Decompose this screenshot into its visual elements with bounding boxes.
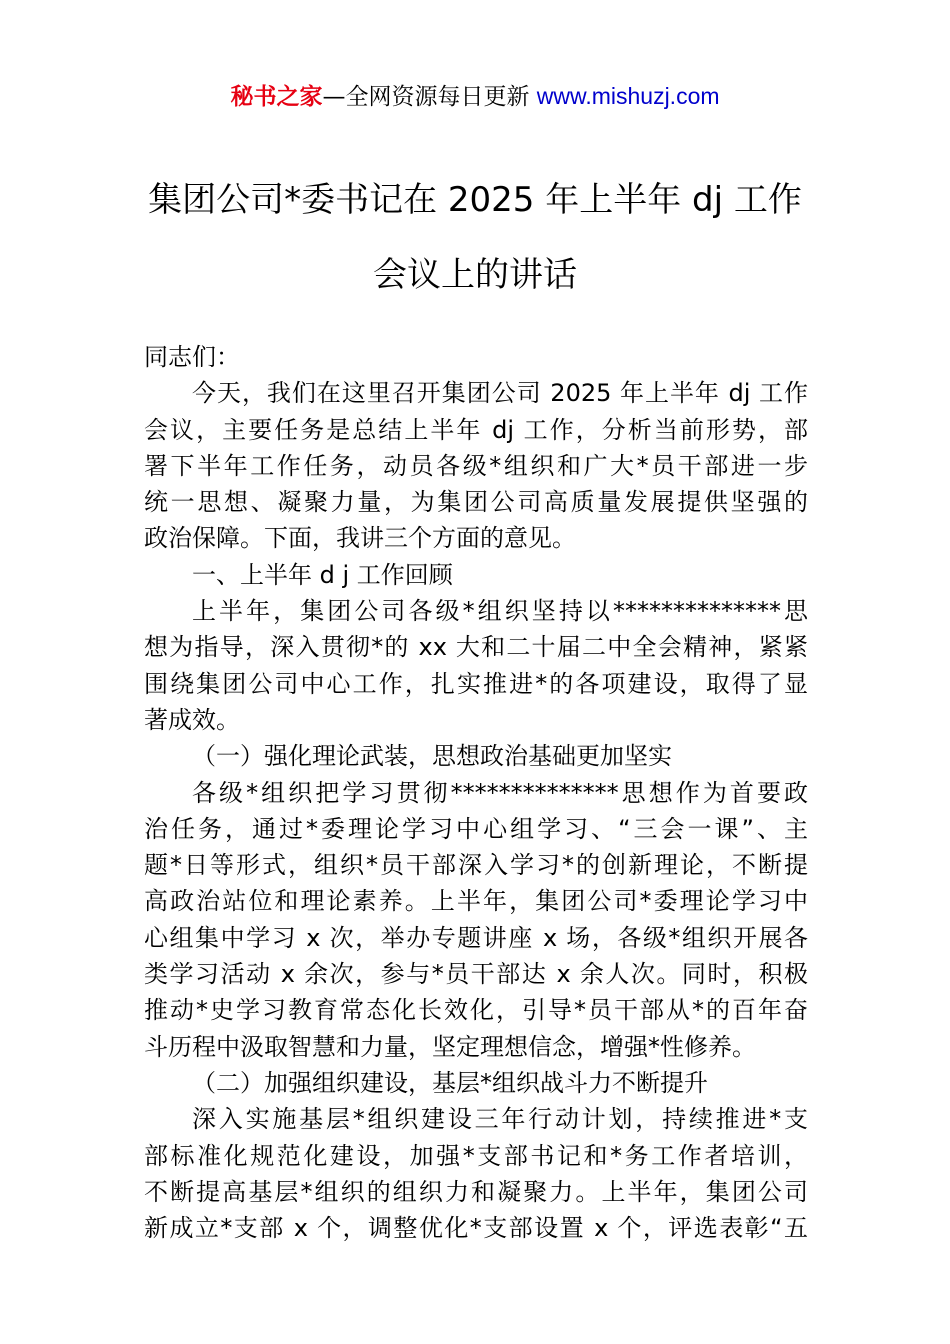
header-tagline: —全网资源每日更新	[322, 84, 537, 110]
body-line: 政治保障。下面，我讲三个方面的意见。	[144, 524, 576, 553]
body-line: 各级*组织把学习贯彻**************思想作为首要政	[192, 778, 808, 807]
body-line: 斗历程中汲取智慧和力量，坚定理想信念，增强*性修养。	[144, 1032, 756, 1061]
body-line: 统一思想、凝聚力量，为集团公司高质量发展提供坚强的	[144, 488, 808, 517]
body-line: 治任务，通过*委理论学习中心组学习、“三会一课”、主	[144, 814, 808, 843]
body-line: 高政治站位和理论素养。上半年，集团公司*委理论学习中	[144, 887, 808, 916]
body-line: 部标准化规范化建设，加强*支部书记和*务工作者培训，	[144, 1141, 808, 1170]
body-line: 围绕集团公司中心工作，扎实推进*的各项建设，取得了显	[144, 669, 808, 698]
title-line-2: 会议上的讲话	[373, 255, 577, 295]
body-line: 深入实施基层*组织建设三年行动计划，持续推进*支	[192, 1105, 808, 1134]
body-line: 推动*史学习教育常态化长效化，引导*员干部从*的百年奋	[144, 996, 808, 1025]
speech-body	[144, 339, 808, 1246]
body-line: 想为指导，深入贯彻*的 xx 大和二十届二中全会精神，紧紧	[144, 633, 808, 662]
body-line: 会议，主要任务是总结上半年 dj 工作，分析当前形势，部	[144, 415, 808, 444]
site-header	[0, 80, 950, 113]
site-url-link[interactable]: www.mishuzj.com	[536, 83, 720, 109]
body-line: 新成立*支部 x 个，调整优化*支部设置 x 个，评选表彰“五	[144, 1214, 808, 1243]
body-line: 不断提高基层*组织的组织力和凝聚力。上半年，集团公司	[144, 1177, 808, 1206]
body-line: 署下半年工作任务，动员各级*组织和广大*员干部进一步	[144, 451, 808, 480]
body-line: 题*日等形式，组织*员干部深入学习*的创新理论，不断提	[144, 851, 808, 880]
subsection-heading-2: （二）加强组织建设，基层*组织战斗力不断提升	[192, 1068, 708, 1097]
body-line: 今天，我们在这里召开集团公司 2025 年上半年 dj 工作	[192, 379, 808, 408]
title-line-1: 集团公司*委书记在 2025 年上半年 dj 工作	[148, 180, 802, 220]
body-line: 著成效。	[144, 705, 240, 734]
brand-name: 秘书之家	[230, 84, 323, 110]
body-line: 心组集中学习 x 次，举办专题讲座 x 场，各级*组织开展各	[144, 923, 808, 952]
salutation: 同志们：	[144, 343, 240, 371]
body-line: 类学习活动 x 余次，参与*员干部达 x 余人次。同时，积极	[144, 960, 808, 989]
subsection-heading-1: （一）强化理论武装，思想政治基础更加坚实	[192, 742, 672, 771]
body-line: 上半年，集团公司各级*组织坚持以**************思	[192, 597, 808, 626]
section-heading-1: 一、上半年 d j 工作回顾	[192, 560, 453, 589]
document-title	[120, 170, 830, 320]
